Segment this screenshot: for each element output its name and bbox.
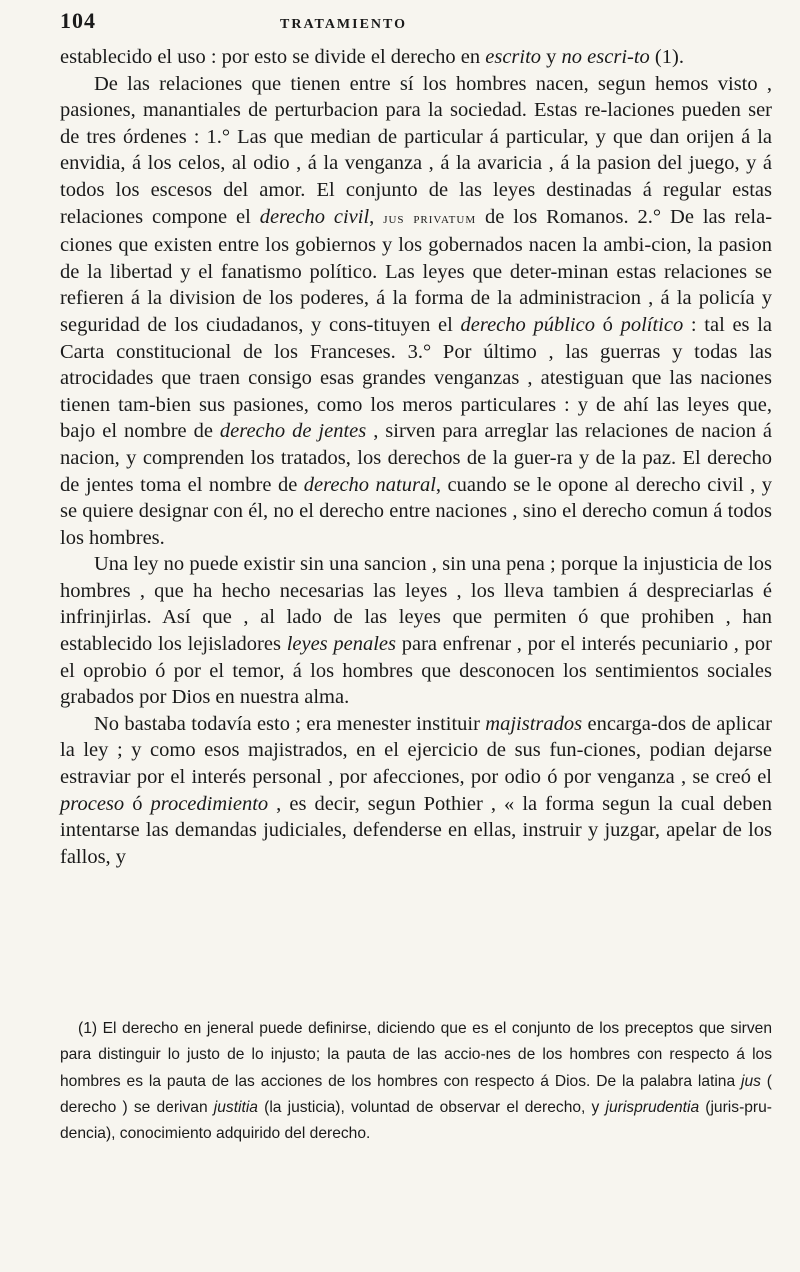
page-number: 104 — [60, 8, 96, 33]
paragraph — [60, 44, 772, 71]
text-run: ó — [124, 792, 151, 815]
italic-term: jus — [741, 1072, 761, 1090]
text-run: No bastaba todavía esto ; era menester instituir — [94, 712, 486, 735]
italic-term: escrito — [485, 46, 542, 68]
text-run: , cuando se le opone al derecho civil , y se quiere designar con él, no el derecho entre naciones , sino el derecho comun á todos los hombres. — [60, 473, 772, 549]
text-run: establecido el uso : por esto se divide el derecho en — [60, 46, 486, 68]
text-run: encarga-dos de aplicar la ley ; y como esos majistrados, en el ejercicio de sus fun-ciones, podian dejarse estraviar por el interés personal , por afecciones, por odio ó por venganza , se creó el — [60, 712, 772, 789]
footnote — [60, 1016, 772, 1147]
body-text — [60, 44, 772, 870]
text-run: , sirven para arreglar las relaciones de nacion á nacion, y comprenden los tratados, los derechos de la guer-ra y de la paz. El derecho de jentes toma el nombre de — [60, 420, 772, 496]
text-run: (la justicia), voluntad de observar el derecho, y — [257, 1098, 606, 1116]
text-run: (1) El derecho en jeneral puede definirse, diciendo que es el conjunto de los preceptos que sirven para distinguir lo justo de lo injusto; la pauta de las accio-nes de los hombres con respecto á los hombres es la pauta de las acciones de los hombres con respecto á Dios. De la palabra latina — [60, 1020, 772, 1090]
italic-term: jurisprudentia — [605, 1098, 700, 1116]
book-page — [60, 8, 772, 870]
italic-term: derecho público — [460, 313, 595, 336]
italic-term: no escri-to — [561, 46, 650, 68]
text-run: ó — [594, 313, 621, 336]
page-header — [60, 8, 772, 40]
italic-term: derecho natural — [303, 473, 436, 496]
text-run: : tal es la Carta constitucional de los Franceses. 3.° Por último , las guerras y todas las atrocidades que traen consigo esas grandes venganzas , atestiguan que las naciones tienen tam-bien sus pasiones, como los meros particulares : y de ahí las leyes que, bajo el nombre de — [60, 313, 773, 443]
text-run: ( derecho ) se derivan — [60, 1072, 773, 1116]
text-run: para enfrenar , por el interés pecuniario , por el oprobio ó por el temor, á los hombres que desconocen los sentimientos sociales grabados por Dios en nuestra alma. — [60, 633, 772, 709]
smallcaps-term: jus privatum — [383, 209, 477, 227]
italic-term: proceso — [60, 792, 125, 815]
text-run: De las relaciones que tienen entre sí los hombres nacen, segun hemos visto , pasiones, manantiales de perturbacion para la sociedad. Estas re-laciones pueden ser de tres órdenes : 1.° Las que median de particular á particular, y que dan orijen á la envidia, á los celos, al odio , á la venganza , á la avaricia , á la pasion del juego, y á todos los escesos del amor. El conjunto de las leyes destinadas á regular estas relaciones compone el — [60, 72, 772, 228]
italic-term: derecho civil — [259, 205, 370, 228]
paragraph — [60, 71, 772, 552]
text-run: , — [369, 205, 384, 228]
running-head: TRATAMIENTO — [280, 17, 408, 32]
text-run: (juris-pru-dencia), conocimiento adquirido del derecho. — [60, 1098, 772, 1143]
italic-term: majistrados — [485, 712, 583, 735]
paragraph — [60, 711, 772, 871]
text-run: Una ley no puede existir sin una sancion , sin una pena ; porque la injusticia de los hombres , que ha hecho necesarias las leyes , los lleva tambien á despreciarlas é infrinjirlas. Así que , al lado de las leyes que permiten ó que prohiben , han establecido los lejisladores — [60, 553, 772, 656]
italic-term: político — [620, 313, 684, 336]
text-run: de los Romanos. 2.° De las rela-ciones que existen entre los gobiernos y los gobernados nacen la ambi-cion, la pasion de la libertad y el fanatismo político. Las leyes que deter-minan estas relaciones se refieren á la division de los poderes, á la forma de la administracion , á la policía y seguridad de los ciudadanos, y cons-tituyen el — [60, 205, 773, 336]
text-run: y — [541, 46, 562, 68]
italic-term: derecho de jentes — [219, 420, 367, 443]
paragraph — [60, 551, 772, 711]
italic-term: justitia — [213, 1098, 258, 1116]
italic-term: procedimiento — [150, 792, 269, 815]
italic-term: leyes penales — [286, 633, 397, 656]
text-run: (1). — [649, 46, 684, 68]
footnote-paragraph — [60, 1016, 772, 1147]
text-run: , es decir, segun Pothier , « la forma segun la cual deben intentarse las demandas judiciales, defenderse en ellas, instruir y juzgar, apelar de los fallos, y — [60, 792, 772, 868]
